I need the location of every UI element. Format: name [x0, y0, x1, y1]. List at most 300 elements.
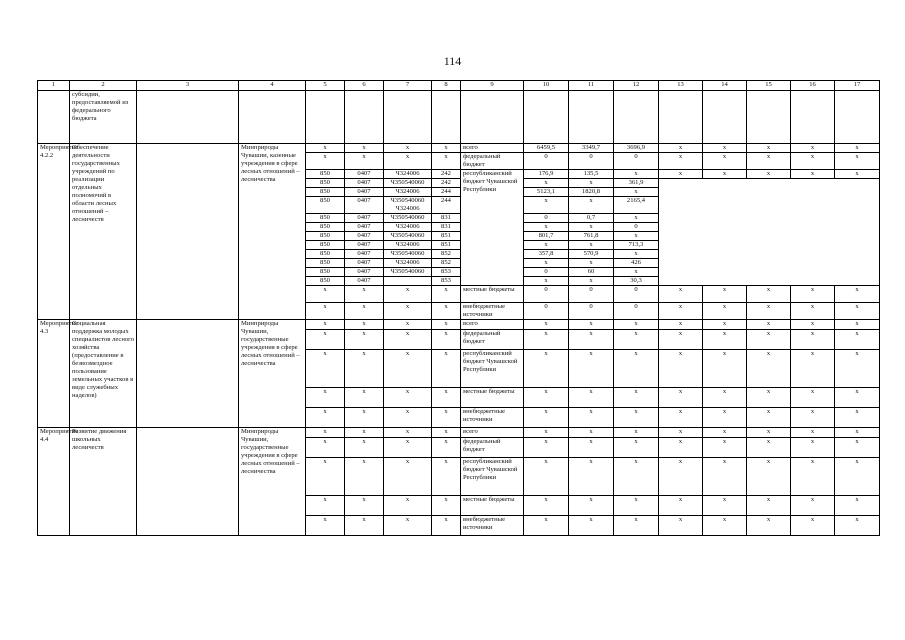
budget-code: 850 [306, 170, 345, 179]
table-cell [791, 91, 835, 144]
value-cell: x [703, 153, 747, 170]
measure-code: Мероприятие 4.2.2 [38, 144, 70, 320]
budget-code: 850 [306, 197, 345, 214]
value-cell: x [791, 303, 835, 320]
budget-code [384, 277, 432, 286]
value-cell: x [835, 496, 880, 516]
funding-source: всего [461, 144, 524, 153]
value-cell: x [659, 303, 703, 320]
budget-code: x [432, 516, 461, 536]
value-cell: 1820,8 [569, 188, 614, 197]
column-header: 11 [569, 81, 614, 91]
value-cell: x [703, 516, 747, 536]
budget-code: 244 [432, 188, 461, 197]
budget-code: x [432, 153, 461, 170]
value-cell: x [614, 388, 659, 408]
budget-code: 831 [432, 214, 461, 223]
funding-source: всего [461, 320, 524, 330]
column-header: 15 [747, 81, 791, 91]
value-cell: 761,8 [569, 232, 614, 241]
budget-code: x [384, 388, 432, 408]
value-cell: x [835, 170, 880, 179]
value-cell: 0 [524, 286, 569, 303]
budget-code: x [432, 428, 461, 438]
value-cell: x [703, 388, 747, 408]
value-cell: 0 [569, 303, 614, 320]
value-cell: x [703, 458, 747, 496]
table-row [38, 320, 880, 330]
value-cell: x [659, 144, 703, 153]
value-cell: x [614, 170, 659, 179]
budget-code: x [306, 350, 345, 388]
budget-code: 850 [306, 250, 345, 259]
value-cell: 357,8 [524, 250, 569, 259]
value-cell: 0 [569, 286, 614, 303]
column-header: 4 [239, 81, 306, 91]
budget-code: Ч350540060 [384, 250, 432, 259]
value-cell: 0 [614, 286, 659, 303]
value-cell: x [659, 408, 703, 428]
table-cell [835, 91, 880, 144]
column-header: 1 [38, 81, 70, 91]
value-cell: x [569, 277, 614, 286]
executor: Минприроды Чувашии, государственные учреждения в сфере лесных отношений – лесничества [239, 428, 306, 536]
value-cell: x [835, 286, 880, 303]
value-cell: x [791, 388, 835, 408]
value-cell: x [747, 438, 791, 458]
table-cell [747, 91, 791, 144]
value-cell: x [569, 241, 614, 250]
budget-code: Ч324006 [384, 223, 432, 232]
value-cell: x [524, 197, 569, 214]
value-cell: x [703, 286, 747, 303]
value-cell: x [791, 408, 835, 428]
table-cell [659, 91, 703, 144]
budget-code: 851 [432, 232, 461, 241]
funding-source: внебюджетные источники [461, 516, 524, 536]
value-cell: x [835, 320, 880, 330]
value-cell: 0 [524, 214, 569, 223]
value-cell: x [659, 458, 703, 496]
table-cell [461, 91, 524, 144]
funding-source: республиканский бюджет Чувашской Республики [461, 170, 524, 286]
value-cell: x [614, 428, 659, 438]
budget-code: x [345, 320, 384, 330]
value-cell: x [569, 438, 614, 458]
value-cell: x [659, 388, 703, 408]
value-cell: x [835, 144, 880, 153]
value-cell: x [791, 350, 835, 388]
column-header: 8 [432, 81, 461, 91]
executor: Минприроды Чувашии, казенные учреждения в сфере лесных отношений – лесничества [239, 144, 306, 320]
funding-source: республиканский бюджет Чувашской Республики [461, 350, 524, 388]
value-cell: x [524, 516, 569, 536]
budget-code: Ч350540060 [384, 214, 432, 223]
budget-code: 0407 [345, 259, 384, 268]
budget-code: x [432, 303, 461, 320]
budget-code: Ч350540060 [384, 268, 432, 277]
budget-code: Ч350540060 [384, 179, 432, 188]
value-cell: x [569, 223, 614, 232]
value-cell: 0 [524, 268, 569, 277]
budget-code: 850 [306, 268, 345, 277]
value-cell: x [703, 144, 747, 153]
budget-code: Ч324006 [384, 170, 432, 179]
column-header: 14 [703, 81, 747, 91]
value-cell: x [524, 320, 569, 330]
executor: Минприроды Чувашии, государственные учреждения в сфере лесных отношений – лесничества [239, 320, 306, 428]
budget-code: 850 [306, 232, 345, 241]
value-cell: x [569, 388, 614, 408]
value-cell: x [614, 232, 659, 241]
value-cell: 0 [569, 153, 614, 170]
value-cell: 30,3 [614, 277, 659, 286]
value-cell: 0 [614, 223, 659, 232]
empty-cell [659, 179, 880, 286]
value-cell: x [569, 408, 614, 428]
budget-code: Ч324006 [384, 188, 432, 197]
budget-code: 852 [432, 259, 461, 268]
budget-code: 0407 [345, 223, 384, 232]
value-cell: x [747, 320, 791, 330]
header-row [38, 81, 880, 91]
budget-code: x [384, 144, 432, 153]
value-cell: x [524, 388, 569, 408]
value-cell: 801,7 [524, 232, 569, 241]
value-cell: x [835, 153, 880, 170]
value-cell: x [569, 259, 614, 268]
value-cell: x [835, 458, 880, 496]
budget-code: x [384, 496, 432, 516]
value-cell: 3349,7 [569, 144, 614, 153]
value-cell: x [569, 516, 614, 536]
value-cell: x [524, 350, 569, 388]
budget-code: x [306, 428, 345, 438]
value-cell: x [614, 330, 659, 350]
value-cell: x [524, 330, 569, 350]
budget-code: x [432, 438, 461, 458]
budget-code: x [384, 350, 432, 388]
budget-code: 0407 [345, 250, 384, 259]
value-cell: x [747, 153, 791, 170]
table-row [38, 428, 880, 438]
value-cell: x [835, 438, 880, 458]
measure-name-cell: субсидии, предоставляемой из федерального бюджета [70, 91, 137, 144]
budget-code: x [306, 320, 345, 330]
budget-code: 0407 [345, 170, 384, 179]
table-cell [137, 91, 239, 144]
value-cell: x [703, 408, 747, 428]
budget-code: x [306, 516, 345, 536]
empty-cell [137, 320, 239, 428]
value-cell: x [703, 170, 747, 179]
value-cell: x [569, 458, 614, 496]
budget-code: x [345, 388, 384, 408]
value-cell: 713,3 [614, 241, 659, 250]
table-cell [524, 91, 569, 144]
value-cell: 60 [569, 268, 614, 277]
column-header: 16 [791, 81, 835, 91]
value-cell: 0 [614, 153, 659, 170]
budget-code: x [432, 496, 461, 516]
budget-code: x [306, 330, 345, 350]
table-cell [384, 91, 432, 144]
budget-code: Ч350540060 Ч324006 [384, 197, 432, 214]
value-cell: 361,9 [614, 179, 659, 188]
table-cell [614, 91, 659, 144]
value-cell: x [614, 458, 659, 496]
column-header: 12 [614, 81, 659, 91]
budget-code: 851 [432, 241, 461, 250]
value-cell: x [569, 496, 614, 516]
value-cell: x [703, 496, 747, 516]
table-cell [306, 91, 345, 144]
value-cell: x [791, 144, 835, 153]
value-cell: x [524, 428, 569, 438]
budget-code: Ч324006 [384, 259, 432, 268]
value-cell: x [659, 496, 703, 516]
budget-code: x [384, 320, 432, 330]
table-cell [432, 91, 461, 144]
budget-code: x [432, 388, 461, 408]
budget-code: x [306, 303, 345, 320]
value-cell: x [747, 330, 791, 350]
table-cell [345, 91, 384, 144]
funding-source: федеральный бюджет [461, 153, 524, 170]
budget-code: x [306, 496, 345, 516]
table-cell [703, 91, 747, 144]
value-cell: x [524, 259, 569, 268]
value-cell: x [524, 408, 569, 428]
funding-source: всего [461, 428, 524, 438]
budget-code: 850 [306, 223, 345, 232]
budget-code: x [345, 516, 384, 536]
budget-code: 831 [432, 223, 461, 232]
funding-source: внебюджетные источники [461, 303, 524, 320]
budget-code: x [432, 144, 461, 153]
value-cell: x [791, 153, 835, 170]
empty-cell [137, 144, 239, 320]
column-header: 9 [461, 81, 524, 91]
value-cell: x [659, 516, 703, 536]
value-cell: x [791, 516, 835, 536]
value-cell: x [614, 350, 659, 388]
budget-code: 850 [306, 188, 345, 197]
value-cell: x [791, 320, 835, 330]
value-cell: 0 [524, 303, 569, 320]
column-header: 13 [659, 81, 703, 91]
value-cell: x [747, 286, 791, 303]
value-cell: x [614, 516, 659, 536]
funding-source: местные бюджеты [461, 496, 524, 516]
budget-code: x [384, 330, 432, 350]
budget-code: x [432, 286, 461, 303]
funding-source: республиканский бюджет Чувашской Республики [461, 458, 524, 496]
value-cell: 2165,4 [614, 197, 659, 214]
budget-code: x [345, 330, 384, 350]
budget-code: x [306, 388, 345, 408]
value-cell: x [703, 330, 747, 350]
budget-code: x [306, 144, 345, 153]
value-cell: 135,5 [569, 170, 614, 179]
value-cell: x [614, 496, 659, 516]
value-cell: 0 [524, 153, 569, 170]
column-header: 10 [524, 81, 569, 91]
funding-source: внебюджетные источники [461, 408, 524, 428]
value-cell: x [791, 458, 835, 496]
value-cell: x [791, 286, 835, 303]
measure-name: Развитие движения школьных лесничеств [70, 428, 137, 536]
budget-code: 850 [306, 179, 345, 188]
value-cell: x [703, 350, 747, 388]
budget-code: 0407 [345, 241, 384, 250]
budget-code: 242 [432, 170, 461, 179]
value-cell: x [835, 428, 880, 438]
value-cell: 570,9 [569, 250, 614, 259]
value-cell: x [703, 303, 747, 320]
value-cell: x [659, 320, 703, 330]
budget-code: x [306, 153, 345, 170]
budget-code: x [306, 458, 345, 496]
value-cell: x [835, 516, 880, 536]
value-cell: 176,9 [524, 170, 569, 179]
budget-code: x [384, 303, 432, 320]
budget-code: Ч350540060 [384, 232, 432, 241]
value-cell: x [659, 330, 703, 350]
column-header: 7 [384, 81, 432, 91]
value-cell: x [791, 428, 835, 438]
value-cell: 3696,9 [614, 144, 659, 153]
budget-code: x [384, 286, 432, 303]
budget-code: 853 [432, 268, 461, 277]
budget-code: 0407 [345, 214, 384, 223]
budget-code: 850 [306, 259, 345, 268]
value-cell: x [614, 268, 659, 277]
measure-code-cell [38, 91, 70, 144]
budget-code: x [345, 303, 384, 320]
budget-code: x [345, 408, 384, 428]
budget-code: x [384, 458, 432, 496]
value-cell: x [524, 241, 569, 250]
column-header: 2 [70, 81, 137, 91]
value-cell: x [524, 223, 569, 232]
program-table [37, 80, 880, 536]
column-header: 17 [835, 81, 880, 91]
table-cell [239, 91, 306, 144]
value-cell: x [524, 496, 569, 516]
budget-code: x [306, 408, 345, 428]
value-cell: x [569, 197, 614, 214]
budget-code: Ч324006 [384, 241, 432, 250]
value-cell: 5123,1 [524, 188, 569, 197]
budget-code: 0407 [345, 268, 384, 277]
value-cell: x [791, 170, 835, 179]
value-cell: x [835, 303, 880, 320]
value-cell: x [569, 320, 614, 330]
budget-code: 242 [432, 179, 461, 188]
budget-code: x [384, 153, 432, 170]
value-cell: x [703, 438, 747, 458]
column-header: 6 [345, 81, 384, 91]
value-cell: x [747, 516, 791, 536]
value-cell: x [835, 408, 880, 428]
budget-code: x [432, 458, 461, 496]
value-cell: x [835, 388, 880, 408]
value-cell: x [614, 320, 659, 330]
value-cell: x [791, 496, 835, 516]
value-cell: x [659, 153, 703, 170]
table-row [38, 144, 880, 153]
budget-code: x [432, 330, 461, 350]
budget-code: x [345, 153, 384, 170]
value-cell: x [614, 214, 659, 223]
value-cell: x [791, 330, 835, 350]
value-cell: x [569, 428, 614, 438]
value-cell: x [747, 350, 791, 388]
budget-code: x [345, 286, 384, 303]
value-cell: x [747, 144, 791, 153]
table-cell [569, 91, 614, 144]
value-cell: x [747, 458, 791, 496]
value-cell: 0,7 [569, 214, 614, 223]
measure-name: Обеспечение деятельности государственных учреждений по реализации отдельных полномочий в области лесных отношений – лесничеств [70, 144, 137, 320]
value-cell: x [659, 428, 703, 438]
value-cell: x [614, 250, 659, 259]
value-cell: 0 [614, 303, 659, 320]
budget-code: x [345, 496, 384, 516]
value-cell: x [659, 350, 703, 388]
value-cell: 6459,5 [524, 144, 569, 153]
value-cell: x [747, 388, 791, 408]
budget-code: x [345, 350, 384, 388]
value-cell: x [569, 350, 614, 388]
budget-code: x [345, 438, 384, 458]
funding-source: местные бюджеты [461, 388, 524, 408]
value-cell: x [747, 408, 791, 428]
value-cell: x [659, 286, 703, 303]
value-cell: x [569, 179, 614, 188]
value-cell: x [524, 458, 569, 496]
value-cell: x [703, 428, 747, 438]
value-cell: x [747, 303, 791, 320]
budget-code: x [432, 350, 461, 388]
value-cell: x [659, 438, 703, 458]
column-header: 3 [137, 81, 239, 91]
budget-code: x [432, 320, 461, 330]
value-cell: x [835, 330, 880, 350]
budget-code: 852 [432, 250, 461, 259]
budget-code: x [306, 286, 345, 303]
value-cell: x [524, 438, 569, 458]
budget-code: x [345, 144, 384, 153]
budget-code: 850 [306, 241, 345, 250]
budget-code: x [306, 438, 345, 458]
measure-code: Мероприятие 4.3 [38, 320, 70, 428]
value-cell: x [614, 438, 659, 458]
value-cell: x [614, 408, 659, 428]
budget-code: x [432, 408, 461, 428]
budget-code: 850 [306, 214, 345, 223]
funding-source: федеральный бюджет [461, 438, 524, 458]
budget-code: 0407 [345, 277, 384, 286]
budget-code: 850 [306, 277, 345, 286]
value-cell: x [791, 438, 835, 458]
value-cell: x [835, 350, 880, 388]
budget-code: 0407 [345, 188, 384, 197]
funding-source: местные бюджеты [461, 286, 524, 303]
budget-code: 0407 [345, 179, 384, 188]
budget-code: x [384, 428, 432, 438]
